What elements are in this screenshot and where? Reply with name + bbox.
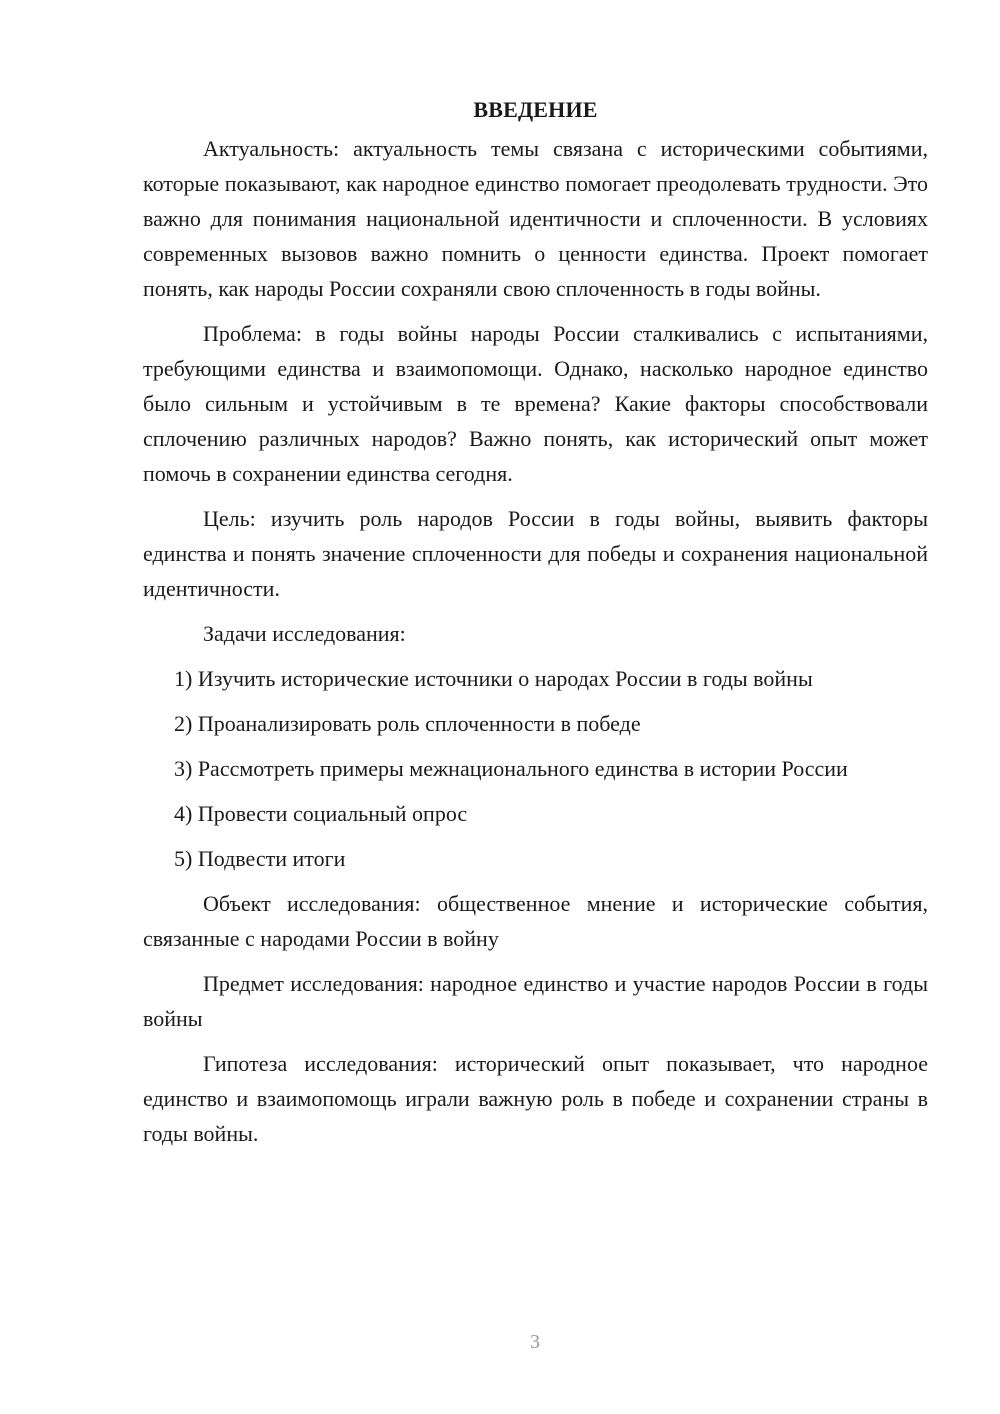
- hypothesis-paragraph: Гипотеза исследования: исторический опыт показывает, что народное единство и взаимопомощь играли важную роль в победе и сохранении страны в годы войны.: [143, 1051, 928, 1146]
- goal-paragraph: Цель: изучить роль народов России в годы войны, выявить факторы единства и понять значение сплоченности для победы и сохранения национальной идентичности.: [143, 506, 928, 601]
- list-item: 1) Изучить исторические источники о народах России в годы войны: [174, 666, 813, 691]
- relevance-paragraph: Актуальность: актуальность темы связана с историческими событиями, которые показывают, как народное единство помогает преодолевать трудности. Это важно для понимания национальной идентичности и сплоченности. В условиях современных вызовов важно помнить о ценности единства. Проект помогает понять, как народы России сохраняли свою сплоченность в годы войны.: [143, 136, 928, 301]
- list-item: 5) Подвести итоги: [174, 846, 346, 871]
- tasks-title: Задачи исследования:: [203, 621, 406, 646]
- subject-paragraph: Предмет исследования: народное единство и участие народов России в годы войны: [143, 971, 928, 1031]
- list-item: 4) Провести социальный опрос: [174, 801, 468, 826]
- list-item: 2) Проанализировать роль сплоченности в победе: [174, 711, 641, 736]
- document-page: [143, 92, 928, 1161]
- page-number: 3: [530, 1331, 540, 1353]
- problem-paragraph: Проблема: в годы войны народы России сталкивались с испытаниями, требующими единства и взаимопомощи. Однако, насколько народное единство было сильным и устойчивым в те времена? Какие факторы способствовали сплочению различных народов? Важно понять, как исторический опыт может помочь в сохранении единства сегодня.: [143, 321, 928, 486]
- page-title: ВВЕДЕНИЕ: [473, 97, 598, 122]
- list-item: 3) Рассмотреть примеры межнационального единства в истории России: [174, 756, 848, 781]
- tasks-list: [143, 661, 928, 876]
- object-paragraph: Объект исследования: общественное мнение и исторические события, связанные с народами России в войну: [143, 891, 928, 951]
